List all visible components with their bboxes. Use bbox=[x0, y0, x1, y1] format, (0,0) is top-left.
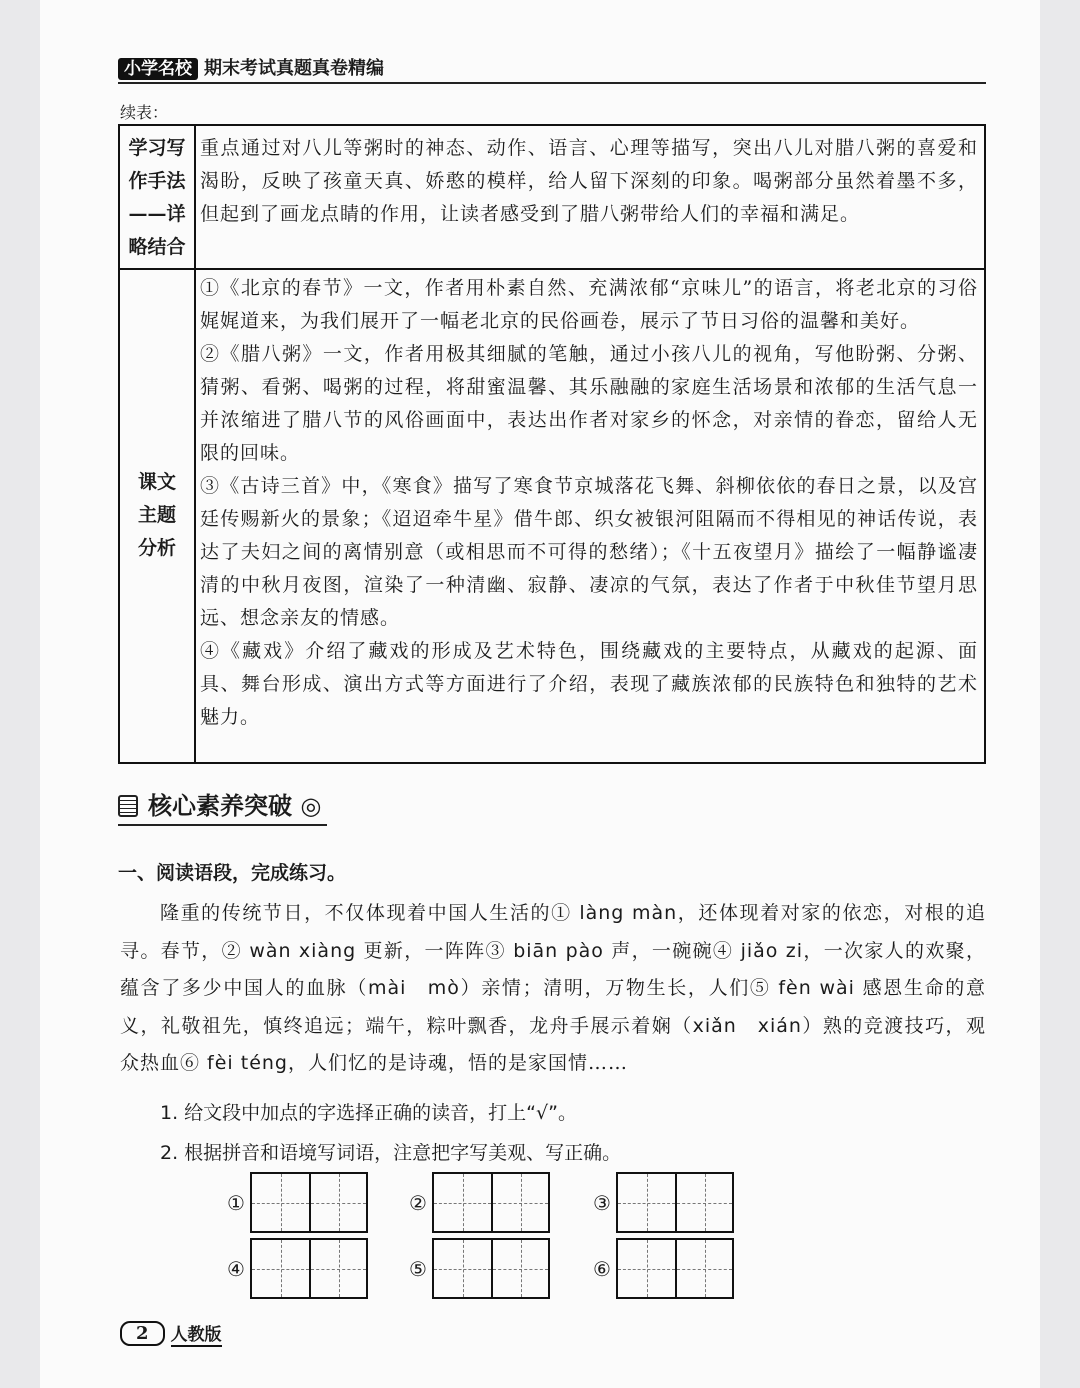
scroll-icon bbox=[118, 795, 138, 817]
summary-table bbox=[118, 124, 986, 764]
pinyin: fèi téng bbox=[200, 1052, 288, 1074]
passage-text: ，一次家人的欢聚，蕴含了多少中国人的血脉（ bbox=[120, 939, 986, 999]
writing-grid[interactable] bbox=[250, 1172, 368, 1233]
box-number: ③ bbox=[593, 1190, 611, 1215]
row-paragraph: ④《藏戏》介绍了藏戏的形成及艺术特色，围绕藏戏的主要特点，从藏戏的起源、面具、舞台形成、演出方式等方面进行了介绍，表现了藏族浓郁的民族特色和独特的艺术魅力。 bbox=[200, 640, 978, 728]
pinyin: biān pào bbox=[505, 939, 612, 962]
passage-text: 更新，一阵阵③ bbox=[363, 939, 506, 962]
row-paragraph: 重点通过对八儿等粥时的神态、动作、语言、心理等描写，突出八儿对腊八粥的喜爱和渴盼，反映了孩童天真、娇憨的模样，给人留下深刻的印象。喝粥部分虽然着墨不多，但起到了画龙点睛的作用，让读者感受到了腊八粥带给人们的幸福和满足。 bbox=[200, 137, 978, 225]
row-content bbox=[200, 268, 978, 766]
reading-passage bbox=[120, 895, 986, 1083]
table-row bbox=[120, 268, 984, 762]
passage-text: ）熟的竞渡技巧，观众热血⑥ bbox=[120, 1014, 986, 1074]
page-header bbox=[118, 58, 986, 84]
box-number: ⑥ bbox=[593, 1256, 611, 1281]
pinyin: xiǎn xián bbox=[692, 1014, 802, 1037]
passage-text: 隆重的传统节日，不仅体现着中国人生活的① bbox=[160, 902, 572, 924]
passage-text: ，还体现着对家的依恋，对根的追寻。春节，② bbox=[120, 902, 986, 962]
row-label-line: 略结合 bbox=[128, 236, 186, 258]
row-label-line: 学习写 bbox=[128, 137, 186, 159]
page-footer bbox=[120, 1320, 222, 1347]
continued-label: 续表： bbox=[120, 103, 169, 122]
passage-text: 声，一碗碗④ bbox=[611, 939, 734, 962]
box-number: ① bbox=[227, 1190, 245, 1215]
answer-box-1[interactable] bbox=[222, 1172, 368, 1233]
box-number: ⑤ bbox=[409, 1256, 427, 1281]
answer-box-6[interactable] bbox=[588, 1238, 734, 1299]
page-number: 2 bbox=[120, 1321, 165, 1346]
writing-grid[interactable] bbox=[616, 1172, 734, 1233]
writing-grid[interactable] bbox=[616, 1238, 734, 1299]
section-title bbox=[118, 788, 327, 826]
row-label-line: 分析 bbox=[137, 536, 176, 559]
answer-box-3[interactable] bbox=[588, 1172, 734, 1233]
header-title: 期末考试真题真卷精编 bbox=[204, 58, 384, 79]
brand-badge: 小学名校 bbox=[118, 58, 198, 80]
row-label-line: 作手法 bbox=[128, 170, 186, 192]
writing-grid[interactable] bbox=[250, 1238, 368, 1299]
pinyin: làng màn bbox=[571, 902, 678, 924]
passage-text: ）亲情；清明，万物生长，人们⑤ bbox=[459, 977, 771, 999]
row-label-line: ——详 bbox=[128, 203, 186, 225]
row-label bbox=[120, 126, 196, 268]
question-heading: 一、阅读语段，完成练习。 bbox=[118, 862, 347, 884]
pinyin: jiǎo zi bbox=[733, 939, 804, 962]
answer-box-2[interactable] bbox=[404, 1172, 550, 1233]
instruction-1: 1. 给文段中加点的字选择正确的读音，打上“√”。 bbox=[160, 1102, 577, 1124]
row-label-line: 主题 bbox=[137, 503, 176, 526]
section-title-text: 核心素养突破 ◎ bbox=[148, 792, 322, 820]
row-paragraph: ③《古诗三首》中，《寒食》描写了寒食节京城落花飞舞、斜柳依依的春日之景，以及宫廷传赐新火的景象；《迢迢牵牛星》借牛郎、织女被银河阻隔而不得相见的神话传说，表达了夫妇之间的离情别意（或相思而不可得的愁绪）；《十五夜望月》描绘了一幅静谧凄清的中秋月夜图，渲染了一种清幽、寂静、凄凉的气氛，表达了作者于中秋佳节望月思远、想念亲友的情感。 bbox=[200, 475, 978, 629]
answer-box-5[interactable] bbox=[404, 1238, 550, 1299]
edition-label: 人教版 bbox=[171, 1320, 222, 1347]
row-content bbox=[200, 126, 978, 274]
answer-box-4[interactable] bbox=[222, 1238, 368, 1299]
row-paragraph: ②《腊八粥》一文，作者用极其细腻的笔触，通过小孩八儿的视角，写他盼粥、分粥、猜粥、看粥、喝粥的过程，将甜蜜温馨、其乐融融的家庭生活场景和浓郁的生活气息一并浓缩进了腊八节的风俗画面中，表达出作者对家乡的怀念，对亲情的眷恋，留给人无限的回味。 bbox=[200, 343, 978, 464]
row-label-line: 课文 bbox=[137, 470, 176, 493]
table-row bbox=[120, 126, 984, 270]
box-number: ② bbox=[409, 1190, 427, 1215]
pinyin: mài mò bbox=[368, 977, 460, 999]
writing-grid[interactable] bbox=[432, 1238, 550, 1299]
box-number: ④ bbox=[227, 1256, 245, 1281]
writing-grid[interactable] bbox=[432, 1172, 550, 1233]
row-paragraph: ①《北京的春节》一文，作者用朴素自然、充满浓郁“京味儿”的语言，将老北京的习俗娓娓道来，为我们展开了一幅老北京的民俗画卷，展示了节日习俗的温馨和美好。 bbox=[200, 277, 978, 332]
row-label bbox=[120, 268, 196, 762]
pinyin: wàn xiàng bbox=[241, 939, 364, 962]
passage-text: 感恩生命的意义，礼敬祖先，慎终追远；端午，粽叶飘香，龙舟手展示着娴（ bbox=[120, 977, 986, 1037]
passage-text: ，人们忆的是诗魂，悟的是家国情…… bbox=[288, 1052, 629, 1074]
instruction-2: 2. 根据拼音和语境写词语，注意把字写美观、写正确。 bbox=[160, 1142, 622, 1164]
pinyin: fèn wài bbox=[770, 977, 863, 999]
